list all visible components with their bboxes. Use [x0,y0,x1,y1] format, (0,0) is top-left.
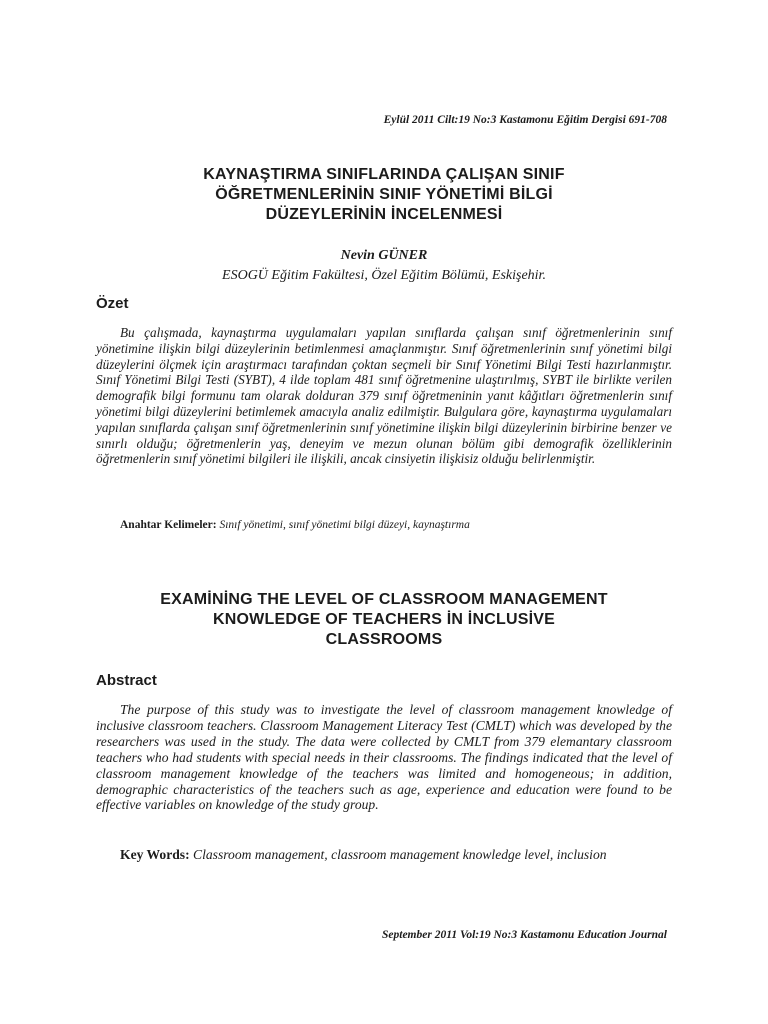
turkish-title [96,165,672,225]
turkish-title-line: KAYNAŞTIRMA SINIFLARINDA ÇALIŞAN SINIF [203,166,565,183]
journal-header: Eylül 2011 Cilt:19 No:3 Kastamonu Eğitim Dergisi 691-708 [383,114,667,126]
ozet-heading: Özet [96,295,129,312]
english-keywords [120,847,607,863]
turkish-keywords [120,519,470,531]
english-title-line: KNOWLEDGE OF TEACHERS İN İNCLUSİVE [213,611,555,628]
english-title [96,590,672,650]
journal-footer: September 2011 Vol:19 No:3 Kastamonu Education Journal [382,929,667,941]
author-name: Nevin GÜNER [340,248,428,263]
english-keywords-text: Classroom management, classroom management knowledge level, inclusion [193,847,607,862]
ozet-paragraph: Bu çalışmada, kaynaştırma uygulamaları yapılan sınıflarda çalışan sınıf öğretmenlerinin sınıf yönetimine ilişkin bilgi düzeylerinin betimlenmesi amaçlanmıştır. Sınıf öğretmenlerinin sınıf yönetimi bilgi düzeylerini ölçmek için araştırmacı tarafından çoktan seçmeli bir Sınıf Yönetimi Bilgi Testi hazırlanmıştır. Sınıf Yönetimi Bilgi Testi (SYBT), 4 ilde toplam 481 sınıf öğretmenine ulaştırılmış, SYBT ile birlikte verilen demografik bilgi formunu tam olarak dolduran 379 sınıf öğretmeninin yanıt kâğıtları öğretmenlerin sınıf yönetimi bilgi düzeylerini betimlemek amacıyla analiz edilmiştir. Bulgulara göre, kaynaştırma uygulamaları yapılan sınıflarda çalışan sınıf öğretmenlerinin sınıf yönetimine ilişkin bilgi düzeylerinin birbirine benzer ve sınırlı olduğu; öğretmenlerin yaş, deneyim ve mezun olunan bölüm gibi demografik özelliklerinin öğretmenlerin sınıf yönetimi bilgileri ile ilişkili, ancak cinsiyetin ilişkisiz olduğu belirlenmiştir. [96,325,672,467]
english-keywords-label: Key Words: [120,847,190,862]
english-title-line: CLASSROOMS [325,631,443,648]
abstract-heading: Abstract [96,672,157,689]
turkish-title-line: ÖĞRETMENLERİNİN SINIF YÖNETİMİ BİLGİ [215,186,553,203]
english-title-line: EXAMİNİNG THE LEVEL OF CLASSROOM MANAGEMENT [160,591,608,608]
turkish-keywords-text: Sınıf yönetimi, sınıf yönetimi bilgi düzeyi, kaynaştırma [219,519,470,531]
turkish-keywords-label: Anahtar Kelimeler: [120,519,217,531]
turkish-title-line: DÜZEYLERİNİN İNCELENMESİ [265,206,503,223]
abstract-paragraph: The purpose of this study was to investigate the level of classroom management knowledge of inclusive classroom teachers. Classroom Management Literacy Test (CMLT) which was developed by the researchers was used in the study. The data were collected by CMLT from 379 elemantary classroom teachers who had students with special needs in their classrooms. The findings indicated that the level of classroom management knowledge of the teachers was limited and homogeneous; in addition, demographic characteristics of the teachers such as age, experience and education were found to be effective variables on knowledge of the study group. [96,702,672,813]
author-affiliation: ESOGÜ Eğitim Fakültesi, Özel Eğitim Bölümü, Eskişehir. [222,268,546,283]
